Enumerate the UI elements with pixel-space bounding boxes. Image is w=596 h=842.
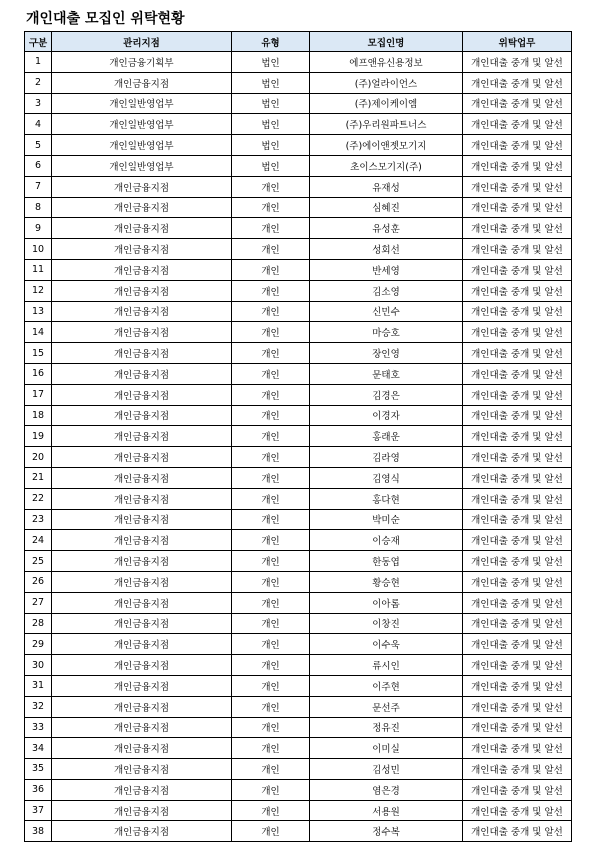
cell-index: 26 [25,571,52,592]
cell-task: 개인대출 중개 및 알선 [463,759,572,780]
cell-recruiter: 마승호 [310,322,463,343]
page-title: 개인대출 모집인 위탁현황 [26,11,185,27]
cell-index: 30 [25,655,52,676]
table-row [25,218,572,239]
cell-task: 개인대출 중개 및 알선 [463,52,572,73]
table-row [25,759,572,780]
cell-branch: 개인금융지점 [52,634,232,655]
cell-recruiter: 홍래운 [310,426,463,447]
cell-type: 개인 [232,363,310,384]
cell-task: 개인대출 중개 및 알선 [463,280,572,301]
cell-recruiter: 홍다현 [310,488,463,509]
cell-index: 18 [25,405,52,426]
cell-type: 개인 [232,759,310,780]
recruiter-table [24,31,572,842]
table-row [25,93,572,114]
cell-branch: 개인금융지점 [52,426,232,447]
cell-index: 36 [25,779,52,800]
cell-task: 개인대출 중개 및 알선 [463,176,572,197]
cell-index: 5 [25,135,52,156]
cell-branch: 개인일반영업부 [52,135,232,156]
cell-task: 개인대출 중개 및 알선 [463,259,572,280]
cell-branch: 개인일반영업부 [52,93,232,114]
cell-recruiter: 이수욱 [310,634,463,655]
cell-branch: 개인금융지점 [52,343,232,364]
table-body [25,52,572,842]
cell-task: 개인대출 중개 및 알선 [463,384,572,405]
cell-recruiter: 유재성 [310,176,463,197]
table-row [25,779,572,800]
cell-branch: 개인금융지점 [52,696,232,717]
cell-task: 개인대출 중개 및 알선 [463,613,572,634]
cell-branch: 개인금융지점 [52,530,232,551]
cell-task: 개인대출 중개 및 알선 [463,343,572,364]
cell-branch: 개인일반영업부 [52,114,232,135]
table-row [25,675,572,696]
table-row [25,530,572,551]
cell-recruiter: 정유진 [310,717,463,738]
table-row [25,52,572,73]
cell-task: 개인대출 중개 및 알선 [463,821,572,842]
cell-type: 법인 [232,72,310,93]
table-row [25,509,572,530]
cell-branch: 개인금융지점 [52,322,232,343]
cell-index: 21 [25,467,52,488]
cell-index: 38 [25,821,52,842]
cell-index: 3 [25,93,52,114]
cell-task: 개인대출 중개 및 알선 [463,779,572,800]
table-row [25,571,572,592]
table-row [25,155,572,176]
cell-index: 23 [25,509,52,530]
table-row [25,717,572,738]
table-row [25,135,572,156]
cell-recruiter: 류시인 [310,655,463,676]
cell-recruiter: 신민수 [310,301,463,322]
cell-task: 개인대출 중개 및 알선 [463,363,572,384]
table-row [25,280,572,301]
cell-recruiter: 유성훈 [310,218,463,239]
cell-index: 11 [25,259,52,280]
cell-index: 28 [25,613,52,634]
cell-type: 개인 [232,488,310,509]
cell-branch: 개인금융지점 [52,363,232,384]
cell-branch: 개인금융지점 [52,655,232,676]
cell-type: 법인 [232,155,310,176]
cell-task: 개인대출 중개 및 알선 [463,530,572,551]
cell-type: 법인 [232,93,310,114]
cell-recruiter: 김성민 [310,759,463,780]
table-row [25,488,572,509]
cell-task: 개인대출 중개 및 알선 [463,675,572,696]
cell-recruiter: 심혜진 [310,197,463,218]
cell-task: 개인대출 중개 및 알선 [463,197,572,218]
cell-type: 개인 [232,551,310,572]
cell-type: 개인 [232,447,310,468]
cell-type: 개인 [232,405,310,426]
cell-type: 개인 [232,675,310,696]
table-row [25,467,572,488]
table-header-row [25,32,572,52]
table-row [25,821,572,842]
cell-recruiter: (주)우리원파트너스 [310,114,463,135]
table-row [25,551,572,572]
cell-branch: 개인금융지점 [52,571,232,592]
cell-task: 개인대출 중개 및 알선 [463,239,572,260]
cell-type: 개인 [232,467,310,488]
cell-recruiter: 이아롬 [310,592,463,613]
cell-index: 32 [25,696,52,717]
cell-branch: 개인금융지점 [52,592,232,613]
cell-type: 개인 [232,655,310,676]
cell-recruiter: (주)제이케이엠 [310,93,463,114]
cell-task: 개인대출 중개 및 알선 [463,218,572,239]
cell-index: 8 [25,197,52,218]
table-row [25,592,572,613]
cell-branch: 개인금융지점 [52,72,232,93]
table-row [25,259,572,280]
table-row [25,197,572,218]
column-header-recruiter: 모집인명 [310,32,463,52]
cell-type: 개인 [232,509,310,530]
table-row [25,363,572,384]
cell-index: 19 [25,426,52,447]
cell-task: 개인대출 중개 및 알선 [463,800,572,821]
table-row [25,301,572,322]
cell-index: 31 [25,675,52,696]
cell-type: 개인 [232,571,310,592]
cell-type: 개인 [232,322,310,343]
cell-index: 4 [25,114,52,135]
cell-task: 개인대출 중개 및 알선 [463,135,572,156]
cell-task: 개인대출 중개 및 알선 [463,738,572,759]
cell-index: 2 [25,72,52,93]
cell-recruiter: 김라영 [310,447,463,468]
cell-branch: 개인금융지점 [52,405,232,426]
cell-type: 개인 [232,634,310,655]
cell-task: 개인대출 중개 및 알선 [463,592,572,613]
cell-type: 개인 [232,592,310,613]
table-row [25,384,572,405]
cell-branch: 개인금융지점 [52,384,232,405]
cell-task: 개인대출 중개 및 알선 [463,488,572,509]
cell-branch: 개인금융지점 [52,447,232,468]
column-header-task: 위탁업무 [463,32,572,52]
cell-type: 개인 [232,384,310,405]
cell-type: 법인 [232,52,310,73]
table-row [25,696,572,717]
cell-task: 개인대출 중개 및 알선 [463,155,572,176]
cell-branch: 개인금융지점 [52,509,232,530]
cell-recruiter: 이승재 [310,530,463,551]
cell-recruiter: (주)에이앤젯모기지 [310,135,463,156]
cell-task: 개인대출 중개 및 알선 [463,717,572,738]
table-row [25,655,572,676]
cell-index: 15 [25,343,52,364]
cell-type: 개인 [232,280,310,301]
cell-recruiter: 에프앤유신용정보 [310,52,463,73]
cell-type: 개인 [232,218,310,239]
cell-recruiter: 초이스모기지(주) [310,155,463,176]
cell-index: 20 [25,447,52,468]
cell-branch: 개인금융지점 [52,800,232,821]
cell-index: 17 [25,384,52,405]
cell-recruiter: 염은경 [310,779,463,800]
cell-recruiter: 이주현 [310,675,463,696]
cell-index: 14 [25,322,52,343]
cell-recruiter: 이창진 [310,613,463,634]
cell-type: 개인 [232,717,310,738]
cell-type: 개인 [232,259,310,280]
cell-recruiter: 문선주 [310,696,463,717]
cell-type: 개인 [232,821,310,842]
cell-recruiter: (주)얼라이언스 [310,72,463,93]
cell-recruiter: 장인영 [310,343,463,364]
cell-type: 개인 [232,779,310,800]
cell-task: 개인대출 중개 및 알선 [463,509,572,530]
cell-index: 7 [25,176,52,197]
cell-task: 개인대출 중개 및 알선 [463,114,572,135]
cell-branch: 개인일반영업부 [52,155,232,176]
cell-branch: 개인금융지점 [52,738,232,759]
cell-index: 34 [25,738,52,759]
cell-branch: 개인금융지점 [52,488,232,509]
cell-branch: 개인금융지점 [52,613,232,634]
cell-branch: 개인금융기획부 [52,52,232,73]
cell-branch: 개인금융지점 [52,197,232,218]
table-row [25,114,572,135]
cell-type: 개인 [232,696,310,717]
cell-task: 개인대출 중개 및 알선 [463,571,572,592]
cell-task: 개인대출 중개 및 알선 [463,551,572,572]
cell-recruiter: 김영식 [310,467,463,488]
cell-index: 24 [25,530,52,551]
cell-index: 10 [25,239,52,260]
column-header-index: 구분 [25,32,52,52]
cell-task: 개인대출 중개 및 알선 [463,696,572,717]
table-row [25,405,572,426]
table-row [25,72,572,93]
cell-type: 개인 [232,176,310,197]
cell-index: 22 [25,488,52,509]
cell-index: 27 [25,592,52,613]
column-header-branch: 관리지점 [52,32,232,52]
cell-type: 개인 [232,613,310,634]
cell-recruiter: 반세영 [310,259,463,280]
cell-task: 개인대출 중개 및 알선 [463,655,572,676]
table-row [25,613,572,634]
table-row [25,239,572,260]
table-row [25,176,572,197]
cell-branch: 개인금융지점 [52,551,232,572]
cell-recruiter: 이경자 [310,405,463,426]
cell-task: 개인대출 중개 및 알선 [463,426,572,447]
table-row [25,343,572,364]
cell-recruiter: 이미실 [310,738,463,759]
cell-task: 개인대출 중개 및 알선 [463,634,572,655]
table-row [25,800,572,821]
cell-index: 35 [25,759,52,780]
cell-branch: 개인금융지점 [52,259,232,280]
cell-index: 29 [25,634,52,655]
table-row [25,738,572,759]
cell-recruiter: 박미순 [310,509,463,530]
cell-index: 13 [25,301,52,322]
cell-recruiter: 김경은 [310,384,463,405]
cell-task: 개인대출 중개 및 알선 [463,93,572,114]
cell-type: 개인 [232,301,310,322]
cell-type: 개인 [232,197,310,218]
table-row [25,634,572,655]
cell-task: 개인대출 중개 및 알선 [463,322,572,343]
cell-index: 37 [25,800,52,821]
cell-index: 12 [25,280,52,301]
column-header-type: 유형 [232,32,310,52]
cell-task: 개인대출 중개 및 알선 [463,72,572,93]
table-row [25,447,572,468]
cell-recruiter: 한동엽 [310,551,463,572]
cell-branch: 개인금융지점 [52,717,232,738]
table-row [25,426,572,447]
cell-type: 법인 [232,114,310,135]
cell-type: 법인 [232,135,310,156]
table-row [25,322,572,343]
cell-branch: 개인금융지점 [52,675,232,696]
cell-index: 1 [25,52,52,73]
cell-type: 개인 [232,426,310,447]
cell-recruiter: 문태호 [310,363,463,384]
cell-index: 33 [25,717,52,738]
cell-task: 개인대출 중개 및 알선 [463,405,572,426]
cell-recruiter: 황승현 [310,571,463,592]
cell-task: 개인대출 중개 및 알선 [463,301,572,322]
cell-recruiter: 서용원 [310,800,463,821]
cell-branch: 개인금융지점 [52,759,232,780]
cell-recruiter: 김소영 [310,280,463,301]
cell-branch: 개인금융지점 [52,467,232,488]
cell-type: 개인 [232,343,310,364]
cell-index: 6 [25,155,52,176]
cell-branch: 개인금융지점 [52,218,232,239]
cell-index: 25 [25,551,52,572]
cell-task: 개인대출 중개 및 알선 [463,467,572,488]
cell-type: 개인 [232,738,310,759]
cell-index: 16 [25,363,52,384]
cell-index: 9 [25,218,52,239]
cell-recruiter: 정수복 [310,821,463,842]
cell-task: 개인대출 중개 및 알선 [463,447,572,468]
cell-type: 개인 [232,530,310,551]
cell-branch: 개인금융지점 [52,280,232,301]
cell-type: 개인 [232,800,310,821]
cell-type: 개인 [232,239,310,260]
cell-branch: 개인금융지점 [52,779,232,800]
cell-recruiter: 성회선 [310,239,463,260]
cell-branch: 개인금융지점 [52,301,232,322]
cell-branch: 개인금융지점 [52,239,232,260]
cell-branch: 개인금융지점 [52,176,232,197]
cell-branch: 개인금융지점 [52,821,232,842]
